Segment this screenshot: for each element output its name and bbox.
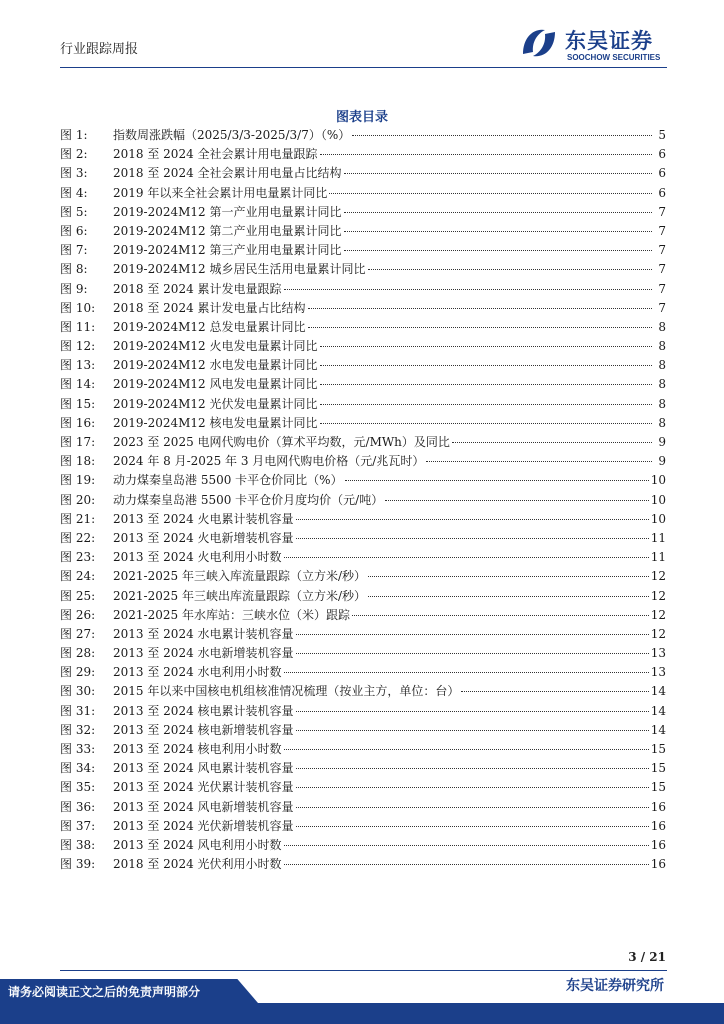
toc-dot-leader xyxy=(320,404,652,405)
toc-entry-page: 7 xyxy=(658,300,666,315)
header-divider xyxy=(60,67,667,68)
toc-dot-leader xyxy=(284,749,649,750)
toc-entry-title: 2021-2025 年三峡入库流量跟踪（立方米/秒） xyxy=(113,569,366,584)
toc-entry-page: 11 xyxy=(650,550,666,565)
toc-entry-title: 2021-2025 年水库站：三峡水位（米）跟踪 xyxy=(113,607,350,622)
toc-entry-page: 7 xyxy=(658,262,666,277)
toc-entry-page: 5 xyxy=(658,128,666,142)
toc-dot-leader xyxy=(461,691,648,692)
toc-dot-leader xyxy=(284,864,649,865)
toc-dot-leader xyxy=(296,768,649,769)
toc-dot-leader xyxy=(329,193,652,194)
toc-entry[interactable] xyxy=(60,663,666,682)
toc-dot-leader xyxy=(344,212,652,213)
toc-entry-page: 8 xyxy=(658,358,666,373)
toc-entry-label: 图 2: xyxy=(60,147,88,162)
toc-entry[interactable] xyxy=(60,222,666,241)
toc-entry[interactable] xyxy=(60,529,666,548)
brand-logo xyxy=(519,24,679,64)
toc-entry[interactable] xyxy=(60,567,666,586)
toc-entry-title: 2024 年 8 月-2025 年 3 月电网代购电价格（元/兆瓦时） xyxy=(113,454,425,469)
soochow-logo-icon xyxy=(519,24,559,62)
toc-entry-label: 图 29: xyxy=(60,665,96,680)
footer-divider xyxy=(60,970,667,971)
toc-entry-label: 图 6: xyxy=(60,223,88,238)
toc-entry-label: 图 20: xyxy=(60,492,96,507)
toc-entry-title: 动力煤秦皇岛港 5500 卡平仓价月度均价（元/吨） xyxy=(113,492,384,507)
toc-entry-label: 图 36: xyxy=(60,799,96,814)
toc-dot-leader xyxy=(308,308,652,309)
toc-entry-title: 2013 至 2024 核电新增装机容量 xyxy=(113,722,294,737)
toc-dot-leader xyxy=(344,173,652,174)
toc-entry-label: 图 12: xyxy=(60,339,96,354)
toc-entry-label: 图 23: xyxy=(60,550,96,565)
toc-entry-page: 9 xyxy=(658,435,666,449)
toc-entry-label: 图 26: xyxy=(60,607,96,622)
toc-entry-title: 2019-2024M12 水电发电量累计同比 xyxy=(113,358,318,373)
toc-entry-page: 10 xyxy=(650,511,666,526)
toc-entry-title: 2013 至 2024 水电新增装机容量 xyxy=(113,646,294,661)
toc-entry[interactable] xyxy=(60,798,666,817)
toc-entry-label: 图 16: xyxy=(60,415,96,430)
toc-entry-title: 2019-2024M12 总发电量累计同比 xyxy=(113,319,306,334)
toc-entry[interactable] xyxy=(60,356,666,375)
toc-entry-label: 图 18: xyxy=(60,454,96,469)
toc-entry-label: 图 5: xyxy=(60,204,88,219)
toc-entry-page: 7 xyxy=(658,204,666,219)
toc-entry-label: 图 35: xyxy=(60,780,96,795)
toc-entry[interactable] xyxy=(60,740,666,759)
toc-entry[interactable] xyxy=(60,778,666,797)
toc-entry-title: 2019-2024M12 光伏发电量累计同比 xyxy=(113,396,318,411)
toc-entry[interactable] xyxy=(60,702,666,721)
toc-entry-page: 8 xyxy=(658,415,666,430)
toc-entry[interactable] xyxy=(60,587,666,606)
toc-entry[interactable] xyxy=(60,184,666,203)
brand-name-en: SOOCHOW SECURITIES xyxy=(567,53,661,62)
toc-entry-page: 10 xyxy=(650,473,666,488)
toc-dot-leader xyxy=(352,135,652,136)
toc-dot-leader xyxy=(352,615,649,616)
toc-entry-title: 2018 至 2024 全社会累计用电量跟踪 xyxy=(113,147,318,162)
toc-dot-leader xyxy=(368,576,649,577)
toc-entry[interactable] xyxy=(60,682,666,701)
toc-entry-page: 8 xyxy=(658,319,666,334)
toc-entry-label: 图 32: xyxy=(60,722,96,737)
toc-dot-leader xyxy=(320,365,652,366)
toc-entry-title: 指数周涨跌幅（2025/3/3-2025/3/7）（%） xyxy=(113,128,351,142)
toc-entry-page: 14 xyxy=(650,703,666,718)
toc-entry[interactable] xyxy=(60,548,666,567)
toc-entry-title: 2015 年以来中国核电机组核准情况梳理（按业主方，单位：台） xyxy=(113,684,460,699)
toc-entry-title: 2013 至 2024 风电利用小时数 xyxy=(113,837,282,852)
footer-org-name: 东吴证券研究所 xyxy=(566,978,664,994)
toc-entry[interactable] xyxy=(60,126,666,145)
toc-dot-leader xyxy=(344,231,652,232)
toc-dot-leader xyxy=(296,653,649,654)
toc-entry-page: 16 xyxy=(650,799,666,814)
toc-dot-leader xyxy=(296,730,649,731)
toc-entry-title: 2021-2025 年三峡出库流量跟踪（立方米/秒） xyxy=(113,588,366,603)
toc-entry-page: 8 xyxy=(658,339,666,354)
toc-entry-title: 2013 至 2024 风电累计装机容量 xyxy=(113,761,294,776)
toc-dot-leader xyxy=(426,461,652,462)
brand-name-cn: 东吴证券 xyxy=(565,29,653,53)
toc-entry-page: 10 xyxy=(650,492,666,507)
toc-dot-leader xyxy=(284,289,652,290)
toc-entry-page: 7 xyxy=(658,281,666,296)
footer-band xyxy=(0,1003,724,1024)
toc-entry[interactable] xyxy=(60,414,666,433)
toc-dot-leader xyxy=(296,807,649,808)
toc-dot-leader xyxy=(345,480,649,481)
toc-entry-label: 图 19: xyxy=(60,473,96,488)
header-section-label: 行业跟踪周报 xyxy=(60,42,139,57)
toc-entry-title: 2018 至 2024 光伏利用小时数 xyxy=(113,857,282,872)
toc-dot-leader xyxy=(296,538,649,539)
toc-entry-page: 12 xyxy=(650,569,666,584)
toc-entry-title: 2019-2024M12 第三产业用电量累计同比 xyxy=(113,243,342,258)
toc-entry-page: 7 xyxy=(658,223,666,238)
toc-dot-leader xyxy=(344,250,652,251)
toc-entry-title: 2013 至 2024 火电累计装机容量 xyxy=(113,511,294,526)
toc-entry-page: 13 xyxy=(650,665,666,680)
toc-entry-page: 6 xyxy=(658,166,666,181)
toc-entry-page: 7 xyxy=(658,243,666,258)
toc-entry[interactable] xyxy=(60,471,666,490)
toc-entry-label: 图 9: xyxy=(60,281,88,296)
toc-entry-page: 12 xyxy=(650,588,666,603)
toc-entry-title: 2013 至 2024 火电利用小时数 xyxy=(113,550,282,565)
disclaimer-text: 请务必阅读正文之后的免责声明部分 xyxy=(8,985,201,999)
toc-entry-label: 图 4: xyxy=(60,185,88,200)
toc-entry-page: 14 xyxy=(650,684,666,699)
toc-entry[interactable] xyxy=(60,817,666,836)
toc-dot-leader xyxy=(284,845,649,846)
toc-entry-page: 9 xyxy=(658,454,666,469)
toc-list xyxy=(60,126,666,874)
toc-entry[interactable] xyxy=(60,280,666,299)
toc-dot-leader xyxy=(296,787,649,788)
toc-entry-title: 2013 至 2024 光伏新增装机容量 xyxy=(113,818,294,833)
toc-entry-title: 2013 至 2024 水电累计装机容量 xyxy=(113,626,294,641)
toc-entry-title: 2018 至 2024 累计发电量占比结构 xyxy=(113,300,306,315)
toc-entry-title: 2019-2024M12 风电发电量累计同比 xyxy=(113,377,318,392)
toc-dot-leader xyxy=(452,442,652,443)
toc-entry[interactable] xyxy=(60,855,666,874)
toc-entry-label: 图 7: xyxy=(60,243,88,258)
toc-entry-title: 2018 至 2024 全社会累计用电量占比结构 xyxy=(113,166,342,181)
toc-dot-leader xyxy=(296,826,649,827)
toc-entry-title: 动力煤秦皇岛港 5500 卡平仓价同比（%） xyxy=(113,473,343,488)
toc-entry-page: 6 xyxy=(658,185,666,200)
toc-dot-leader xyxy=(320,154,652,155)
toc-entry-label: 图 33: xyxy=(60,742,96,756)
toc-entry-label: 图 34: xyxy=(60,761,96,776)
toc-entry-label: 图 21: xyxy=(60,511,96,526)
toc-entry[interactable] xyxy=(60,644,666,663)
toc-entry-page: 15 xyxy=(650,780,666,795)
toc-entry-page: 6 xyxy=(658,147,666,162)
toc-entry-label: 图 13: xyxy=(60,358,96,373)
toc-entry[interactable] xyxy=(60,721,666,740)
toc-entry-page: 8 xyxy=(658,396,666,411)
toc-entry-title: 2019-2024M12 火电发电量累计同比 xyxy=(113,339,318,354)
toc-entry-title: 2013 至 2024 水电利用小时数 xyxy=(113,665,282,680)
toc-dot-leader xyxy=(385,500,649,501)
toc-entry-page: 16 xyxy=(650,857,666,872)
page-indicator: 3 / 21 xyxy=(628,950,666,964)
toc-entry-title: 2019-2024M12 城乡居民生活用电量累计同比 xyxy=(113,262,366,277)
toc-entry[interactable] xyxy=(60,606,666,625)
toc-entry-title: 2018 至 2024 累计发电量跟踪 xyxy=(113,281,282,296)
toc-entry-title: 2019 年以来全社会累计用电量累计同比 xyxy=(113,185,328,200)
toc-dot-leader xyxy=(284,672,649,673)
toc-entry-label: 图 39: xyxy=(60,857,96,872)
toc-entry[interactable] xyxy=(60,241,666,260)
toc-entry-page: 14 xyxy=(650,722,666,737)
toc-entry-title: 2013 至 2024 火电新增装机容量 xyxy=(113,530,294,545)
toc-entry-label: 图 15: xyxy=(60,396,96,411)
toc-entry-page: 12 xyxy=(650,607,666,622)
toc-entry-page: 8 xyxy=(658,377,666,392)
toc-entry-label: 图 38: xyxy=(60,837,96,852)
toc-dot-leader xyxy=(296,634,649,635)
toc-entry[interactable] xyxy=(60,375,666,394)
toc-entry[interactable] xyxy=(60,260,666,279)
toc-dot-leader xyxy=(320,384,652,385)
toc-entry[interactable] xyxy=(60,299,666,318)
toc-entry-label: 图 25: xyxy=(60,588,96,603)
toc-entry-label: 图 24: xyxy=(60,569,96,584)
toc-dot-leader xyxy=(320,346,652,347)
toc-entry[interactable] xyxy=(60,491,666,510)
toc-entry-page: 15 xyxy=(650,742,666,756)
toc-entry-title: 2013 至 2024 核电利用小时数 xyxy=(113,742,282,756)
toc-entry[interactable] xyxy=(60,164,666,183)
toc-dot-leader xyxy=(284,557,649,558)
toc-entry[interactable] xyxy=(60,318,666,337)
toc-dot-leader xyxy=(368,596,649,597)
toc-dot-leader xyxy=(296,519,649,520)
toc-entry[interactable] xyxy=(60,203,666,222)
toc-dot-leader xyxy=(296,711,649,712)
toc-entry-label: 图 14: xyxy=(60,377,96,392)
toc-entry-title: 2019-2024M12 第一产业用电量累计同比 xyxy=(113,204,342,219)
toc-entry[interactable] xyxy=(60,433,666,452)
toc-entry-label: 图 27: xyxy=(60,626,96,641)
toc-entry-page: 16 xyxy=(650,818,666,833)
toc-title: 图表目录 xyxy=(335,110,388,125)
toc-entry-title: 2013 至 2024 核电累计装机容量 xyxy=(113,703,294,718)
toc-entry[interactable] xyxy=(60,145,666,164)
toc-entry-page: 16 xyxy=(650,837,666,852)
toc-entry[interactable] xyxy=(60,510,666,529)
toc-entry[interactable] xyxy=(60,395,666,414)
toc-entry-title: 2013 至 2024 光伏累计装机容量 xyxy=(113,780,294,795)
toc-dot-leader xyxy=(368,269,652,270)
toc-entry-page: 15 xyxy=(650,761,666,776)
toc-entry-label: 图 3: xyxy=(60,166,88,181)
toc-entry[interactable] xyxy=(60,759,666,778)
toc-entry[interactable] xyxy=(60,337,666,356)
toc-entry-label: 图 10: xyxy=(60,300,96,315)
toc-entry-page: 12 xyxy=(650,626,666,641)
toc-entry-page: 11 xyxy=(650,530,666,545)
toc-entry-label: 图 31: xyxy=(60,703,96,718)
toc-entry-title: 2023 至 2025 电网代购电价（算术平均数，元/MWh）及同比 xyxy=(113,435,450,449)
toc-entry-label: 图 28: xyxy=(60,646,96,661)
toc-entry-label: 图 37: xyxy=(60,818,96,833)
toc-entry-label: 图 17: xyxy=(60,435,96,449)
toc-entry-label: 图 11: xyxy=(60,319,96,334)
toc-entry-title: 2013 至 2024 风电新增装机容量 xyxy=(113,799,294,814)
toc-dot-leader xyxy=(320,423,652,424)
toc-entry-label: 图 8: xyxy=(60,262,88,277)
toc-dot-leader xyxy=(308,327,652,328)
toc-entry-title: 2019-2024M12 第二产业用电量累计同比 xyxy=(113,223,342,238)
toc-entry-page: 13 xyxy=(650,646,666,661)
toc-entry[interactable] xyxy=(60,625,666,644)
toc-entry-label: 图 22: xyxy=(60,530,96,545)
toc-entry-label: 图 30: xyxy=(60,684,96,699)
toc-entry-title: 2019-2024M12 核电发电量累计同比 xyxy=(113,415,318,430)
toc-entry[interactable] xyxy=(60,836,666,855)
toc-entry-label: 图 1: xyxy=(60,128,88,142)
toc-entry[interactable] xyxy=(60,452,666,471)
